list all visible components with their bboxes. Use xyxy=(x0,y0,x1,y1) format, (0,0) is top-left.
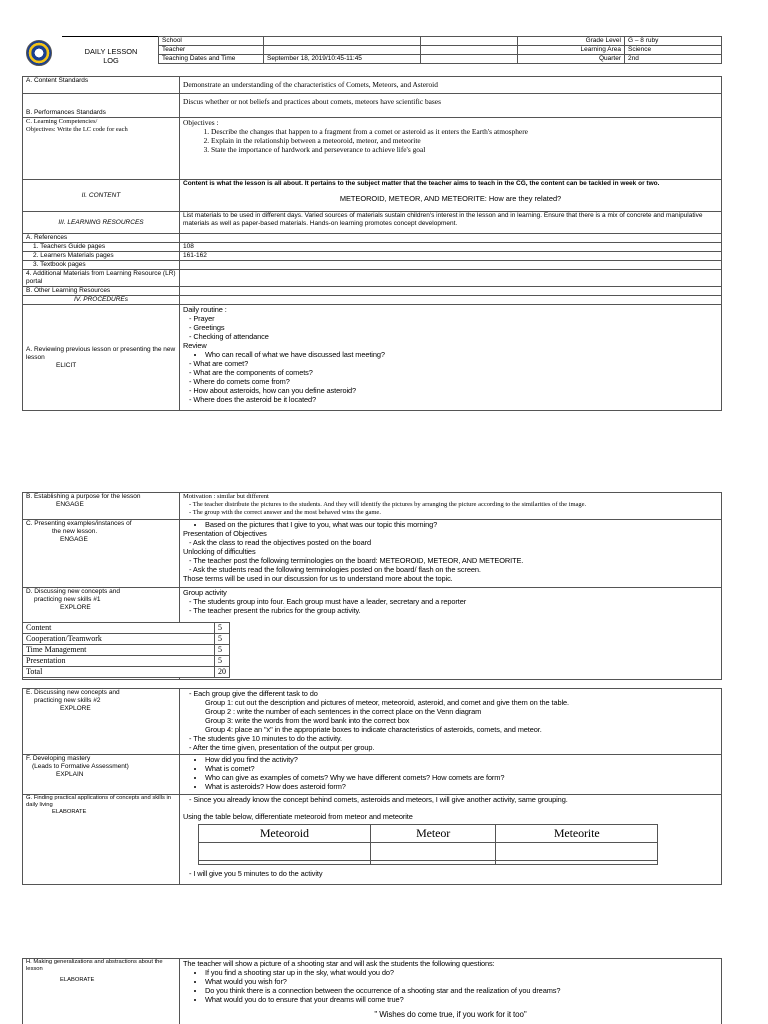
review-label: A. Reviewing previous lesson or presenting the new lesson xyxy=(26,345,176,361)
routine-item: - Checking of attendance xyxy=(189,332,718,341)
lesson-table-1 xyxy=(22,76,722,411)
unlocking-item: - The teacher post the following terminologies on the board: METEOROID, METEOR, AND METEORITE. xyxy=(189,556,718,565)
rubric-score: 5 xyxy=(215,656,230,667)
mastery-label-1: F. Developing mastery xyxy=(26,755,91,762)
discuss2-sub: EXPLORE xyxy=(60,705,91,712)
applications-sub: ELABORATE xyxy=(52,809,87,815)
mastery-sub: EXPLAIN xyxy=(56,771,84,778)
review-sub: ELICIT xyxy=(56,361,77,369)
generalization-quote: " Wishes do come true, if you work for it too" xyxy=(374,1010,527,1019)
rubric-score: 5 xyxy=(215,634,230,645)
purpose-label: B. Establishing a purpose for the lesson xyxy=(26,493,141,500)
tg-label: 1. Teachers Guide pages xyxy=(23,243,180,252)
area-label: Learning Area xyxy=(518,46,625,55)
presentation-item: - Ask the class to read the objectives posted on the board xyxy=(189,538,718,547)
header xyxy=(22,36,722,68)
discuss2-first: - Each group give the different task to do xyxy=(189,689,718,698)
teacher-value xyxy=(264,46,421,55)
applications-first: - Since you already know the concept behind comets, asteroids and meteors, I will give another activity, same grouping. xyxy=(189,795,718,804)
lm-label: 2. Learners Materials pages xyxy=(23,252,180,261)
presenting-closing: Those terms will be used in our discussion for us to understand more about the topic. xyxy=(183,574,453,583)
date-value: September 18, 2019/10:45-11:45 xyxy=(264,55,421,64)
motivation-item: - The group with the correct answer and the most behaved wins the game. xyxy=(189,509,718,517)
generalization-question: • What would you do to ensure that your dreams will come true? xyxy=(205,995,718,1004)
unlocking-item: - Ask the students read the following terminologies posted on the board/ flash on the screen. xyxy=(189,565,718,574)
lesson-table-4 xyxy=(22,958,722,1024)
motivation-title: Motivation : similar but different xyxy=(183,493,269,500)
lesson-table-3 xyxy=(22,688,722,885)
lesson-log-title-1: DAILY LESSON xyxy=(84,47,138,56)
rubric-criterion: Cooperation/Teamwork xyxy=(23,634,215,645)
page-3 xyxy=(0,958,768,1024)
review-question: - How about asteroids, how can you define asteroid? xyxy=(189,386,718,395)
textbook-label: 3. Textbook pages xyxy=(23,261,180,270)
mastery-label-2: (Leads to Formative Assessment) xyxy=(32,763,129,770)
group-task: Group 4: place an "x" in the appropriate boxes to indicate characteristics of asteroids, comets, and meteor. xyxy=(205,725,542,734)
objective-item: 3. State the importance of hardwork and perseverance to achieve life's goal xyxy=(211,145,718,154)
column-meteorite: Meteorite xyxy=(496,825,658,843)
objective-item: 2. Explain in the relationship between a meteoroid, meteor, and meteorite xyxy=(211,136,718,145)
generalization-question: • What would you wish for? xyxy=(205,977,718,986)
rubric-score: 5 xyxy=(215,623,230,634)
content-standards: Demonstrate an understanding of the characteristics of Comets, Meteors, and Asteroid xyxy=(180,77,722,94)
rubric-table xyxy=(22,622,230,678)
discuss2-item: - After the time given, presentation of the output per group. xyxy=(189,743,718,752)
discuss2-label-1: E. Discussing new concepts and xyxy=(26,689,120,696)
discuss1-label-1: D. Discussing new concepts and xyxy=(26,588,120,595)
applications-last: - I will give you 5 minutes to do the activity xyxy=(189,869,718,878)
group-activity-title: Group activity xyxy=(183,588,227,597)
objectives-list xyxy=(183,127,718,154)
deped-seal xyxy=(26,40,52,66)
routine-title: Daily routine : xyxy=(183,305,227,314)
rubric-criterion: Content xyxy=(23,623,215,634)
rubric-criterion: Time Management xyxy=(23,645,215,656)
performance-standards: Discus whether or not beliefs and practices about comets, meteors have scientific bases xyxy=(180,94,722,118)
mastery-question: • What is asteroids? How does asteroid form? xyxy=(205,782,718,791)
generalization-sub: ELABORATE xyxy=(60,977,95,983)
references-label: A. References xyxy=(23,234,180,243)
content-standards-label: A. Content Standards xyxy=(23,77,180,94)
additional-materials-label: 4. Additional Materials from Learning Resource (LR) portal xyxy=(23,270,180,287)
lm-pages: 161-162 xyxy=(180,252,722,261)
rubric-score: 5 xyxy=(215,645,230,656)
teacher-label: Teacher xyxy=(159,46,264,55)
rubric-score: 20 xyxy=(215,667,230,678)
rubric-criterion: Total xyxy=(23,667,215,678)
quarter-label: Quarter xyxy=(518,55,625,64)
objective-item: 1. Describe the changes that happen to a fragment from a comet or asteroid as it enters the Earth's atmosphere xyxy=(211,127,718,136)
review-question: - What are comet? xyxy=(189,359,718,368)
mastery-question: • What is comet? xyxy=(205,764,718,773)
group-task: Group 3: write the words from the word bank into the correct box xyxy=(205,716,410,725)
applications-label: G. Finding practical applications of concepts and skills in daily living xyxy=(26,795,171,808)
generalization-intro: The teacher will show a picture of a shooting star and will ask the students the following questions: xyxy=(183,959,495,968)
presenting-sub: ENGAGE xyxy=(60,536,88,543)
grade-label: Grade Level xyxy=(518,37,625,46)
generalization-label: H. Making generalizations and abstractions about the lesson xyxy=(26,959,163,972)
mastery-question: • How did you find the activity? xyxy=(205,755,718,764)
presenting-label-2: the new lesson. xyxy=(52,528,98,535)
presenting-label-1: C. Presenting examples/instances of xyxy=(26,520,132,527)
school-label: School xyxy=(159,37,264,46)
routine-item: - Greetings xyxy=(189,323,718,332)
content-label: II. CONTENT xyxy=(23,180,180,212)
review-question: - What are the components of comets? xyxy=(189,368,718,377)
discuss2-label-2: practicing new skills #2 xyxy=(34,697,101,704)
grade-value: G – 8 ruby xyxy=(625,37,722,46)
objectives-title: Objectives : xyxy=(183,118,219,127)
group-task: Group 1: cut out the description and pictures of meteor, meteoroid, asteroid, and comet and give them on the table. xyxy=(205,698,570,707)
discuss1-sub: EXPLORE xyxy=(60,604,91,611)
content-note: Content is what the lesson is all about. It pertains to the subject matter that the teacher aims to teach in the CG, the content can be tackled in week or two. xyxy=(183,180,660,187)
unlocking-title: Unlocking of difficulties xyxy=(183,547,256,556)
group-activity-item: - The students group into four. Each group must have a leader, secretary and a reporter xyxy=(189,597,718,606)
purpose-sub: ENGAGE xyxy=(56,501,84,508)
review-title: Review xyxy=(183,341,207,350)
competencies-label-1: C. Learning Competencies/ xyxy=(26,118,98,125)
discuss1-label-2: practicing new skills #1 xyxy=(34,596,101,603)
resources-label: III. LEARNING RESOURCES xyxy=(23,212,180,234)
generalization-question: • Do you think there is a connection between the occurrence of a shooting star and the realization of you dreams? xyxy=(205,986,718,995)
column-meteoroid: Meteoroid xyxy=(199,825,371,843)
date-label: Teaching Dates and Time xyxy=(159,55,264,64)
mastery-question: • Who can give as examples of comets? Why we have different comets? How comets are form? xyxy=(205,773,718,782)
group-activity-item: - The teacher present the rubrics for the group activity. xyxy=(189,606,718,615)
lesson-log-title-2: LOG xyxy=(103,56,119,65)
resources-note: List materials to be used in different days. Varied sources of materials sustain children's interest in the lesson and in learning. Ensure that there is a mix of concrete and manipulative materials as well as paper-based materials. Hands-on learning promotes concept development. xyxy=(180,212,722,234)
discuss2-item: - The students give 10 minutes to do the activity. xyxy=(189,734,718,743)
review-question: - Where does the asteroid be it located? xyxy=(189,395,718,404)
review-bullet: • Who can recall of what we have discussed last meeting? xyxy=(205,350,718,359)
generalization-question: • If you find a shooting star up in the sky, what would you do? xyxy=(205,968,718,977)
motivation-item: - The teacher distribute the pictures to the students. And they will identify the pictures by arranging the picture according to the similarities of the image. xyxy=(189,501,718,509)
routine-item: - Prayer xyxy=(189,314,718,323)
applications-instruction: Using the table below, differentiate meteoroid from meteor and meteorite xyxy=(183,812,413,821)
area-value: Science xyxy=(625,46,722,55)
review-question: - Where do comets come from? xyxy=(189,377,718,386)
rubric-criterion: Presentation xyxy=(23,656,215,667)
quarter-value: 2nd xyxy=(625,55,722,64)
procedures-label: IV. PROCEDUREs xyxy=(23,296,180,305)
performance-standards-label: B. Performances Standards xyxy=(23,94,180,118)
presentation-title: Presentation of Objectives xyxy=(183,529,267,538)
column-meteor: Meteor xyxy=(370,825,496,843)
presenting-bullet: • Based on the pictures that I give to you, what was our topic this morning? xyxy=(205,520,718,529)
tg-pages: 108 xyxy=(180,243,722,252)
school-value xyxy=(264,37,421,46)
competencies-label-2: Objectives: Write the LC code for each xyxy=(26,126,128,133)
difference-table xyxy=(198,824,658,865)
group-task: Group 2 : write the number of each sentences in the correct place on the Venn diagram xyxy=(205,707,482,716)
lesson-topic: METEOROID, METEOR, AND METEORITE: How are they related? xyxy=(339,194,562,203)
other-resources-label: B. Other Learning Resources xyxy=(23,287,180,296)
